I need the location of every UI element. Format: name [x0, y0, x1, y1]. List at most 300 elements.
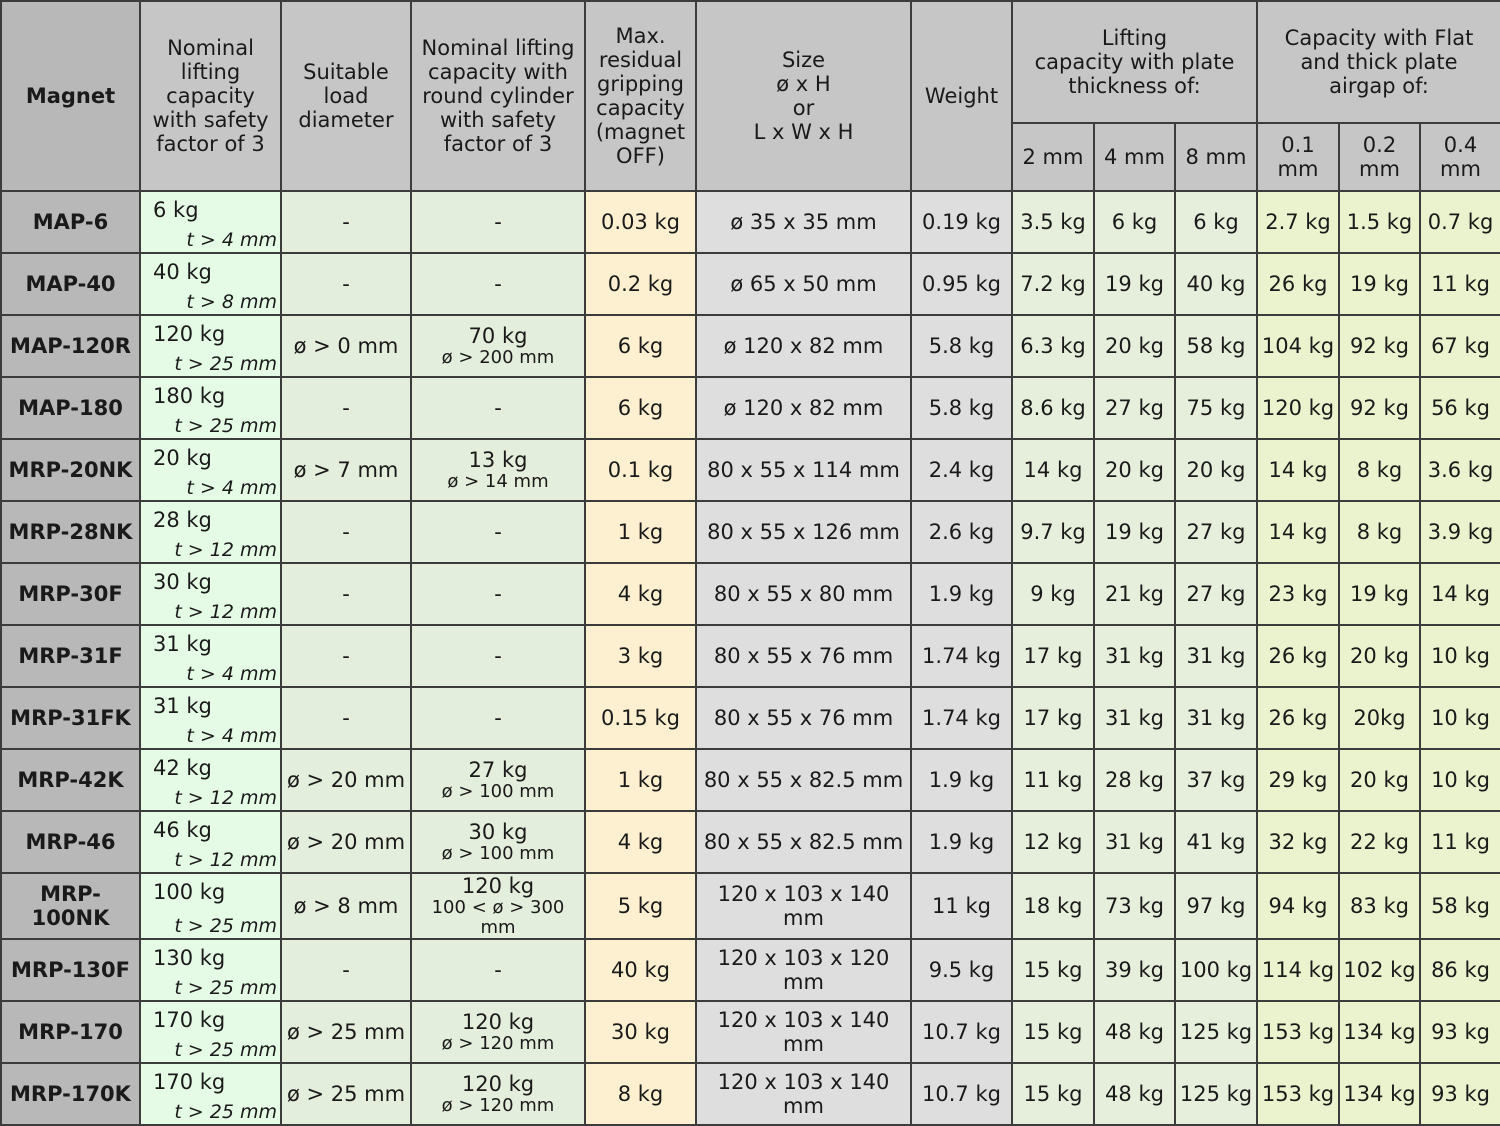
- header-size-line: ø x H: [776, 72, 831, 96]
- header-residual-line: residual: [598, 48, 683, 72]
- cell-thickness-4mm: 31 kg: [1094, 625, 1175, 687]
- cell-size: 120 x 103 x 120 mm: [696, 939, 911, 1001]
- cylinder-capacity: 70 kg: [468, 324, 528, 348]
- cell-cylinder: [411, 439, 585, 501]
- nominal-capacity: 31 kg: [153, 632, 212, 656]
- cell-cylinder: [411, 811, 585, 873]
- cell-thickness-4mm: 21 kg: [1094, 563, 1175, 625]
- cell-size: 80 x 55 x 126 mm: [696, 501, 911, 563]
- cell-weight: 1.9 kg: [911, 563, 1012, 625]
- cell-thickness-8mm: 75 kg: [1175, 377, 1257, 439]
- cell-airgap-04: 67 kg: [1420, 315, 1500, 377]
- cell-cylinder: [411, 191, 585, 253]
- table-row: [1, 253, 1500, 315]
- cell-nominal: [140, 939, 281, 1001]
- cell-diameter: ø > 25 mm: [281, 1001, 411, 1063]
- cell-airgap-01: 23 kg: [1257, 563, 1339, 625]
- cell-airgap-01: 114 kg: [1257, 939, 1339, 1001]
- cell-airgap-04: 86 kg: [1420, 939, 1500, 1001]
- header-airgap-unit: mm: [1277, 157, 1319, 181]
- cylinder-condition: ø > 200 mm: [441, 347, 555, 368]
- cell-residual: 5 kg: [585, 873, 696, 939]
- cell-nominal: [140, 625, 281, 687]
- nominal-capacity: 180 kg: [153, 384, 226, 408]
- cell-thickness-4mm: 19 kg: [1094, 253, 1175, 315]
- nominal-condition: t > 12 mm: [174, 849, 277, 871]
- cell-airgap-01: 32 kg: [1257, 811, 1339, 873]
- cell-airgap-02: 19 kg: [1339, 563, 1420, 625]
- cell-residual: 1 kg: [585, 501, 696, 563]
- nominal-capacity: 42 kg: [153, 756, 212, 780]
- cell-magnet: MRP-31F: [1, 625, 140, 687]
- cell-airgap-01: 153 kg: [1257, 1001, 1339, 1063]
- cell-thickness-4mm: 19 kg: [1094, 501, 1175, 563]
- nominal-condition: t > 25 mm: [174, 353, 277, 375]
- cell-thickness-4mm: 6 kg: [1094, 191, 1175, 253]
- cell-thickness-8mm: 125 kg: [1175, 1063, 1257, 1125]
- cell-diameter: -: [281, 939, 411, 1001]
- nominal-capacity: 120 kg: [153, 322, 226, 346]
- cell-thickness-8mm: 20 kg: [1175, 439, 1257, 501]
- cell-nominal: [140, 1063, 281, 1125]
- cell-cylinder: [411, 939, 585, 1001]
- cylinder-capacity: 120 kg: [461, 1010, 535, 1034]
- nominal-condition: t > 25 mm: [174, 415, 277, 437]
- cell-weight: 11 kg: [911, 873, 1012, 939]
- cylinder-capacity: 120 kg: [461, 874, 535, 898]
- header-weight: Weight: [911, 1, 1012, 191]
- cell-airgap-01: 153 kg: [1257, 1063, 1339, 1125]
- nominal-capacity: 130 kg: [153, 946, 226, 970]
- table-row: [1, 377, 1500, 439]
- nominal-condition: t > 12 mm: [174, 787, 277, 809]
- cell-size: ø 65 x 50 mm: [696, 253, 911, 315]
- cylinder-capacity: 13 kg: [468, 448, 528, 472]
- nominal-capacity: 40 kg: [153, 260, 212, 284]
- cell-thickness-2mm: 15 kg: [1012, 1063, 1094, 1125]
- header-nominal-line: factor of 3: [156, 132, 265, 156]
- cell-size: 80 x 55 x 80 mm: [696, 563, 911, 625]
- cell-thickness-4mm: 39 kg: [1094, 939, 1175, 1001]
- cell-thickness-2mm: 18 kg: [1012, 873, 1094, 939]
- table-row: [1, 873, 1500, 939]
- cell-airgap-02: 92 kg: [1339, 377, 1420, 439]
- cell-nominal: [140, 749, 281, 811]
- cell-airgap-02: 20 kg: [1339, 625, 1420, 687]
- cell-diameter: -: [281, 501, 411, 563]
- cell-airgap-01: 120 kg: [1257, 377, 1339, 439]
- cell-airgap-04: 10 kg: [1420, 749, 1500, 811]
- header-suitable-line: load: [323, 84, 369, 108]
- cell-cylinder: [411, 1001, 585, 1063]
- header-suitable-line: diameter: [298, 108, 394, 132]
- cell-airgap-02: 8 kg: [1339, 501, 1420, 563]
- cell-magnet: MRP-46: [1, 811, 140, 873]
- cell-airgap-04: 10 kg: [1420, 625, 1500, 687]
- cell-airgap-02: 20 kg: [1339, 749, 1420, 811]
- header-nominal: [140, 1, 281, 191]
- header-thickness-group: [1012, 1, 1257, 123]
- cell-airgap-01: 29 kg: [1257, 749, 1339, 811]
- header-nominal-line: Nominal: [167, 36, 254, 60]
- cell-airgap-04: 10 kg: [1420, 687, 1500, 749]
- cell-nominal: [140, 501, 281, 563]
- table-row: [1, 501, 1500, 563]
- header-cylinder-line: factor of 3: [443, 132, 553, 156]
- cell-airgap-04: 3.6 kg: [1420, 439, 1500, 501]
- header-airgap-line: Capacity with Flat: [1284, 26, 1474, 50]
- cell-airgap-02: 1.5 kg: [1339, 191, 1420, 253]
- cell-airgap-02: 134 kg: [1339, 1063, 1420, 1125]
- cylinder-capacity: -: [494, 582, 502, 606]
- cell-thickness-8mm: 27 kg: [1175, 501, 1257, 563]
- nominal-condition: t > 25 mm: [174, 1039, 277, 1061]
- cell-nominal: [140, 687, 281, 749]
- nominal-condition: t > 8 mm: [186, 291, 277, 313]
- header-residual-line: OFF): [616, 144, 665, 168]
- cell-weight: 10.7 kg: [911, 1001, 1012, 1063]
- table-row: [1, 749, 1500, 811]
- cell-nominal: [140, 563, 281, 625]
- table-header: [1, 1, 1500, 191]
- cell-thickness-4mm: 28 kg: [1094, 749, 1175, 811]
- cell-nominal: [140, 377, 281, 439]
- nominal-condition: t > 4 mm: [186, 663, 277, 685]
- cell-thickness-8mm: 31 kg: [1175, 625, 1257, 687]
- cell-size: 80 x 55 x 114 mm: [696, 439, 911, 501]
- cell-diameter: ø > 20 mm: [281, 811, 411, 873]
- nominal-capacity: 20 kg: [153, 446, 212, 470]
- header-airgap-01: [1257, 123, 1339, 191]
- cell-thickness-2mm: 9 kg: [1012, 563, 1094, 625]
- cell-residual: 0.15 kg: [585, 687, 696, 749]
- nominal-capacity: 100 kg: [153, 880, 226, 904]
- cell-weight: 5.8 kg: [911, 315, 1012, 377]
- cell-weight: 1.74 kg: [911, 625, 1012, 687]
- cell-magnet: MRP-30F: [1, 563, 140, 625]
- cell-magnet: MRP-20NK: [1, 439, 140, 501]
- cell-diameter: -: [281, 191, 411, 253]
- cell-residual: 0.03 kg: [585, 191, 696, 253]
- cell-nominal: [140, 191, 281, 253]
- header-residual-line: capacity: [596, 96, 685, 120]
- cell-thickness-2mm: 3.5 kg: [1012, 191, 1094, 253]
- nominal-capacity: 170 kg: [153, 1070, 226, 1094]
- cell-airgap-02: 134 kg: [1339, 1001, 1420, 1063]
- cylinder-capacity: -: [494, 272, 502, 296]
- cell-airgap-02: 102 kg: [1339, 939, 1420, 1001]
- table-row: [1, 315, 1500, 377]
- cell-weight: 1.9 kg: [911, 811, 1012, 873]
- cell-nominal: [140, 315, 281, 377]
- cell-magnet: MAP-180: [1, 377, 140, 439]
- cell-diameter: ø > 0 mm: [281, 315, 411, 377]
- cell-airgap-01: 104 kg: [1257, 315, 1339, 377]
- cell-nominal: [140, 253, 281, 315]
- cell-thickness-8mm: 31 kg: [1175, 687, 1257, 749]
- cell-thickness-4mm: 31 kg: [1094, 687, 1175, 749]
- header-size-line: Size: [781, 48, 826, 72]
- cell-diameter: ø > 8 mm: [281, 873, 411, 939]
- header-cylinder-line: with safety: [439, 108, 556, 132]
- cell-airgap-04: 93 kg: [1420, 1063, 1500, 1125]
- cylinder-capacity: -: [494, 706, 502, 730]
- cell-size: 120 x 103 x 140 mm: [696, 873, 911, 939]
- cell-cylinder: [411, 563, 585, 625]
- cell-cylinder: [411, 501, 585, 563]
- nominal-capacity: 28 kg: [153, 508, 212, 532]
- header-cylinder-line: round cylinder: [422, 84, 574, 108]
- header-suitable-line: Suitable: [303, 60, 389, 84]
- header-size-line: L x W x H: [753, 120, 854, 144]
- nominal-condition: t > 12 mm: [174, 601, 277, 623]
- cylinder-condition: ø > 100 mm: [441, 781, 555, 802]
- cell-diameter: -: [281, 563, 411, 625]
- cell-magnet: MRP-170K: [1, 1063, 140, 1125]
- cell-airgap-02: 20kg: [1339, 687, 1420, 749]
- table-row: [1, 939, 1500, 1001]
- cell-diameter: -: [281, 377, 411, 439]
- cell-weight: 1.74 kg: [911, 687, 1012, 749]
- cell-airgap-04: 11 kg: [1420, 811, 1500, 873]
- table-body: [1, 191, 1500, 1125]
- cell-thickness-8mm: 58 kg: [1175, 315, 1257, 377]
- header-thickness-8mm: 8 mm: [1175, 123, 1257, 191]
- nominal-capacity: 170 kg: [153, 1008, 226, 1032]
- cell-cylinder: [411, 625, 585, 687]
- cell-cylinder: [411, 253, 585, 315]
- header-airgap-unit: mm: [1440, 157, 1481, 181]
- table-row: [1, 563, 1500, 625]
- table-row: [1, 1063, 1500, 1125]
- cell-thickness-2mm: 12 kg: [1012, 811, 1094, 873]
- cell-residual: 6 kg: [585, 377, 696, 439]
- header-airgap-unit: mm: [1359, 157, 1400, 181]
- cell-cylinder: [411, 1063, 585, 1125]
- nominal-condition: t > 25 mm: [174, 977, 277, 999]
- cell-airgap-01: 26 kg: [1257, 687, 1339, 749]
- cell-airgap-02: 19 kg: [1339, 253, 1420, 315]
- cell-thickness-4mm: 20 kg: [1094, 439, 1175, 501]
- table-row: [1, 687, 1500, 749]
- cell-airgap-01: 14 kg: [1257, 501, 1339, 563]
- cell-size: 120 x 103 x 140 mm: [696, 1001, 911, 1063]
- nominal-capacity: 6 kg: [153, 198, 199, 222]
- header-airgap-02: [1339, 123, 1420, 191]
- cell-weight: 0.95 kg: [911, 253, 1012, 315]
- cell-airgap-01: 2.7 kg: [1257, 191, 1339, 253]
- nominal-condition: t > 4 mm: [186, 725, 277, 747]
- cell-cylinder: [411, 687, 585, 749]
- cell-airgap-04: 93 kg: [1420, 1001, 1500, 1063]
- cylinder-capacity: -: [494, 644, 502, 668]
- cell-thickness-2mm: 9.7 kg: [1012, 501, 1094, 563]
- header-thickness-4mm: 4 mm: [1094, 123, 1175, 191]
- header-airgap-value: 0.1: [1281, 133, 1315, 157]
- cell-magnet: MRP-130F: [1, 939, 140, 1001]
- cell-airgap-04: 56 kg: [1420, 377, 1500, 439]
- nominal-condition: t > 12 mm: [174, 539, 277, 561]
- header-cylinder-line: capacity with: [428, 60, 568, 84]
- cylinder-condition: 100 < ø > 300 mm: [431, 897, 565, 938]
- table-row: [1, 191, 1500, 253]
- cell-cylinder: [411, 873, 585, 939]
- cell-magnet: MRP-100NK: [1, 873, 140, 939]
- cell-size: 80 x 55 x 76 mm: [696, 687, 911, 749]
- cell-airgap-02: 22 kg: [1339, 811, 1420, 873]
- header-airgap-04: [1420, 123, 1500, 191]
- cell-residual: 30 kg: [585, 1001, 696, 1063]
- cell-weight: 10.7 kg: [911, 1063, 1012, 1125]
- cell-residual: 1 kg: [585, 749, 696, 811]
- cell-magnet: MRP-28NK: [1, 501, 140, 563]
- cell-cylinder: [411, 377, 585, 439]
- cell-airgap-01: 26 kg: [1257, 625, 1339, 687]
- header-nominal-line: lifting: [180, 60, 241, 84]
- header-airgap-value: 0.2: [1362, 133, 1397, 157]
- cell-nominal: [140, 873, 281, 939]
- table-row: [1, 625, 1500, 687]
- cell-weight: 9.5 kg: [911, 939, 1012, 1001]
- cell-magnet: MRP-42K: [1, 749, 140, 811]
- cell-airgap-04: 14 kg: [1420, 563, 1500, 625]
- cell-nominal: [140, 439, 281, 501]
- cell-thickness-2mm: 17 kg: [1012, 687, 1094, 749]
- cell-airgap-04: 11 kg: [1420, 253, 1500, 315]
- cell-airgap-02: 8 kg: [1339, 439, 1420, 501]
- cell-residual: 6 kg: [585, 315, 696, 377]
- cylinder-capacity: 30 kg: [468, 820, 528, 844]
- header-magnet: Magnet: [1, 1, 140, 191]
- cell-airgap-01: 26 kg: [1257, 253, 1339, 315]
- cell-diameter: ø > 20 mm: [281, 749, 411, 811]
- cell-diameter: -: [281, 625, 411, 687]
- cylinder-condition: ø > 14 mm: [447, 471, 549, 492]
- cell-thickness-8mm: 97 kg: [1175, 873, 1257, 939]
- header-residual: [585, 1, 696, 191]
- header-suitable-diameter: [281, 1, 411, 191]
- cell-residual: 8 kg: [585, 1063, 696, 1125]
- cell-residual: 40 kg: [585, 939, 696, 1001]
- cell-weight: 0.19 kg: [911, 191, 1012, 253]
- cell-weight: 5.8 kg: [911, 377, 1012, 439]
- cell-thickness-2mm: 15 kg: [1012, 1001, 1094, 1063]
- cell-thickness-2mm: 7.2 kg: [1012, 253, 1094, 315]
- cell-weight: 2.6 kg: [911, 501, 1012, 563]
- nominal-capacity: 46 kg: [153, 818, 212, 842]
- cell-residual: 4 kg: [585, 811, 696, 873]
- cell-size: ø 120 x 82 mm: [696, 315, 911, 377]
- cylinder-capacity: -: [494, 210, 502, 234]
- cell-size: 80 x 55 x 82.5 mm: [696, 811, 911, 873]
- cell-thickness-2mm: 17 kg: [1012, 625, 1094, 687]
- cylinder-condition: ø > 100 mm: [441, 843, 555, 864]
- cylinder-condition: ø > 120 mm: [441, 1095, 555, 1116]
- header-airgap-value: 0.4: [1443, 133, 1478, 157]
- cell-thickness-8mm: 27 kg: [1175, 563, 1257, 625]
- cell-thickness-4mm: 48 kg: [1094, 1001, 1175, 1063]
- header-thickness-line: thickness of:: [1068, 74, 1201, 98]
- cell-thickness-4mm: 27 kg: [1094, 377, 1175, 439]
- cell-thickness-4mm: 31 kg: [1094, 811, 1175, 873]
- cell-magnet: MAP-120R: [1, 315, 140, 377]
- cell-magnet: MRP-31FK: [1, 687, 140, 749]
- cell-airgap-02: 92 kg: [1339, 315, 1420, 377]
- cell-thickness-4mm: 73 kg: [1094, 873, 1175, 939]
- header-nominal-line: capacity: [166, 84, 255, 108]
- cell-cylinder: [411, 749, 585, 811]
- cell-residual: 4 kg: [585, 563, 696, 625]
- cell-diameter: -: [281, 253, 411, 315]
- header-residual-line: Max.: [615, 24, 666, 48]
- table-row: [1, 1001, 1500, 1063]
- cell-size: 120 x 103 x 140 mm: [696, 1063, 911, 1125]
- header-airgap-line: airgap of:: [1329, 74, 1429, 98]
- header-size-line: or: [792, 96, 815, 120]
- cell-weight: 2.4 kg: [911, 439, 1012, 501]
- cell-weight: 1.9 kg: [911, 749, 1012, 811]
- cell-size: 80 x 55 x 76 mm: [696, 625, 911, 687]
- header-airgap-group: [1257, 1, 1500, 123]
- cell-nominal: [140, 1001, 281, 1063]
- header-nominal-line: with safety: [152, 108, 269, 132]
- cell-size: 80 x 55 x 82.5 mm: [696, 749, 911, 811]
- cell-magnet: MAP-40: [1, 253, 140, 315]
- cylinder-capacity: -: [494, 958, 502, 982]
- cell-thickness-8mm: 37 kg: [1175, 749, 1257, 811]
- cell-cylinder: [411, 315, 585, 377]
- nominal-condition: t > 25 mm: [174, 915, 277, 937]
- cell-airgap-02: 83 kg: [1339, 873, 1420, 939]
- cell-residual: 0.1 kg: [585, 439, 696, 501]
- cell-magnet: MAP-6: [1, 191, 140, 253]
- cell-thickness-8mm: 6 kg: [1175, 191, 1257, 253]
- cell-thickness-8mm: 41 kg: [1175, 811, 1257, 873]
- header-cylinder-capacity: [411, 1, 585, 191]
- table-row: [1, 439, 1500, 501]
- cell-thickness-2mm: 11 kg: [1012, 749, 1094, 811]
- cylinder-condition: ø > 120 mm: [441, 1033, 555, 1054]
- cell-thickness-2mm: 15 kg: [1012, 939, 1094, 1001]
- header-residual-line: gripping: [597, 72, 684, 96]
- table-row: [1, 811, 1500, 873]
- cell-thickness-8mm: 40 kg: [1175, 253, 1257, 315]
- cell-residual: 3 kg: [585, 625, 696, 687]
- cell-airgap-04: 3.9 kg: [1420, 501, 1500, 563]
- cell-size: ø 120 x 82 mm: [696, 377, 911, 439]
- cell-airgap-01: 94 kg: [1257, 873, 1339, 939]
- cell-nominal: [140, 811, 281, 873]
- cell-magnet: MRP-170: [1, 1001, 140, 1063]
- header-residual-line: (magnet: [595, 120, 686, 144]
- cylinder-capacity: 27 kg: [468, 758, 528, 782]
- header-thickness-line: Lifting: [1101, 26, 1168, 50]
- nominal-condition: t > 4 mm: [186, 477, 277, 499]
- cylinder-capacity: -: [494, 520, 502, 544]
- cell-diameter: ø > 25 mm: [281, 1063, 411, 1125]
- cell-thickness-2mm: 14 kg: [1012, 439, 1094, 501]
- cell-thickness-4mm: 20 kg: [1094, 315, 1175, 377]
- cell-airgap-04: 0.7 kg: [1420, 191, 1500, 253]
- cell-thickness-2mm: 8.6 kg: [1012, 377, 1094, 439]
- header-size: [696, 1, 911, 191]
- header-thickness-line: capacity with plate: [1034, 50, 1235, 74]
- cylinder-capacity: -: [494, 396, 502, 420]
- nominal-condition: t > 4 mm: [186, 229, 277, 251]
- header-thickness-2mm: 2 mm: [1012, 123, 1094, 191]
- nominal-condition: t > 25 mm: [174, 1101, 277, 1123]
- nominal-capacity: 31 kg: [153, 694, 212, 718]
